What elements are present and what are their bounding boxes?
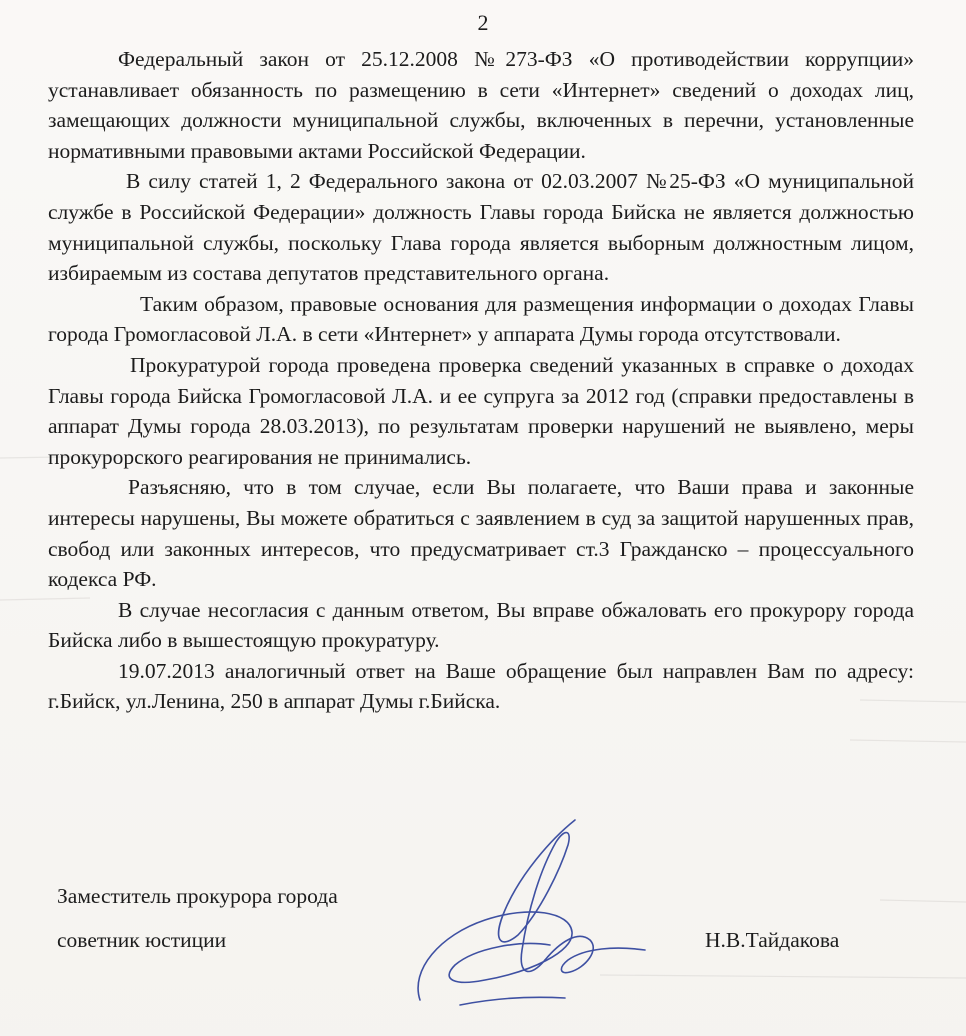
paragraph-2: В силу статей 1, 2 Федерального закона от 02.03.2007 №25-ФЗ «О муниципальной службе в Российской Федерации» должность Главы города Бийска не является должностью муниципальной службы, поскольку Глава города является выборным должностным лицом, избираемым из состава депутатов представительного органа. bbox=[48, 169, 914, 286]
letter-body bbox=[48, 44, 914, 717]
paragraph-5: Разъясняю, что в том случае, если Вы полагаете, что Ваши права и законные интересы нарушены, Вы можете обратиться с заявлением в суд за защитой нарушенных прав, свобод или законных интересов, что предусматривает ст.3 Гражданско – процессуального кодекса РФ. bbox=[48, 475, 914, 592]
signatory-name: Н.В.Тайдакова bbox=[705, 928, 840, 952]
paragraph-4: Прокуратурой города проведена проверка сведений указанных в справке о доходах Главы города Бийска Громогласовой Л.А. и ее супруга за 2012 год (справки предоставлены в аппарат Думы города 28.03.2013), по результатам проверки нарушений не выявлено, меры прокурорского реагирования не принимались. bbox=[48, 352, 914, 469]
handwritten-signature bbox=[400, 800, 660, 1020]
signatory-position: Заместитель прокурора города bbox=[57, 884, 338, 908]
paragraph-6: В случае несогласия с данным ответом, Вы вправе обжаловать его прокурору города Бийска либо в вышестоящую прокуратуру. bbox=[48, 597, 914, 653]
paragraph-7: 19.07.2013 аналогичный ответ на Ваше обращение был направлен Вам по адресу: г.Бийск, ул.Ленина, 250 в аппарат Думы г.Бийска. bbox=[48, 658, 914, 714]
page-number: 2 bbox=[477, 10, 489, 35]
signatory-rank: советник юстиции bbox=[57, 928, 227, 952]
paragraph-3: Таким образом, правовые основания для размещения информации о доходах Главы города Громогласовой Л.А. в сети «Интернет» у аппарата Думы города отсутствовали. bbox=[48, 291, 914, 347]
paragraph-1: Федеральный закон от 25.12.2008 №273-ФЗ «О противодействии коррупции» устанавливает обязанность по размещению в сети «Интернет» сведений о доходах лиц, замещающих должности муниципальной службы, включенных в перечни, установленные нормативными правовыми актами Российской Федерации. bbox=[48, 47, 914, 163]
